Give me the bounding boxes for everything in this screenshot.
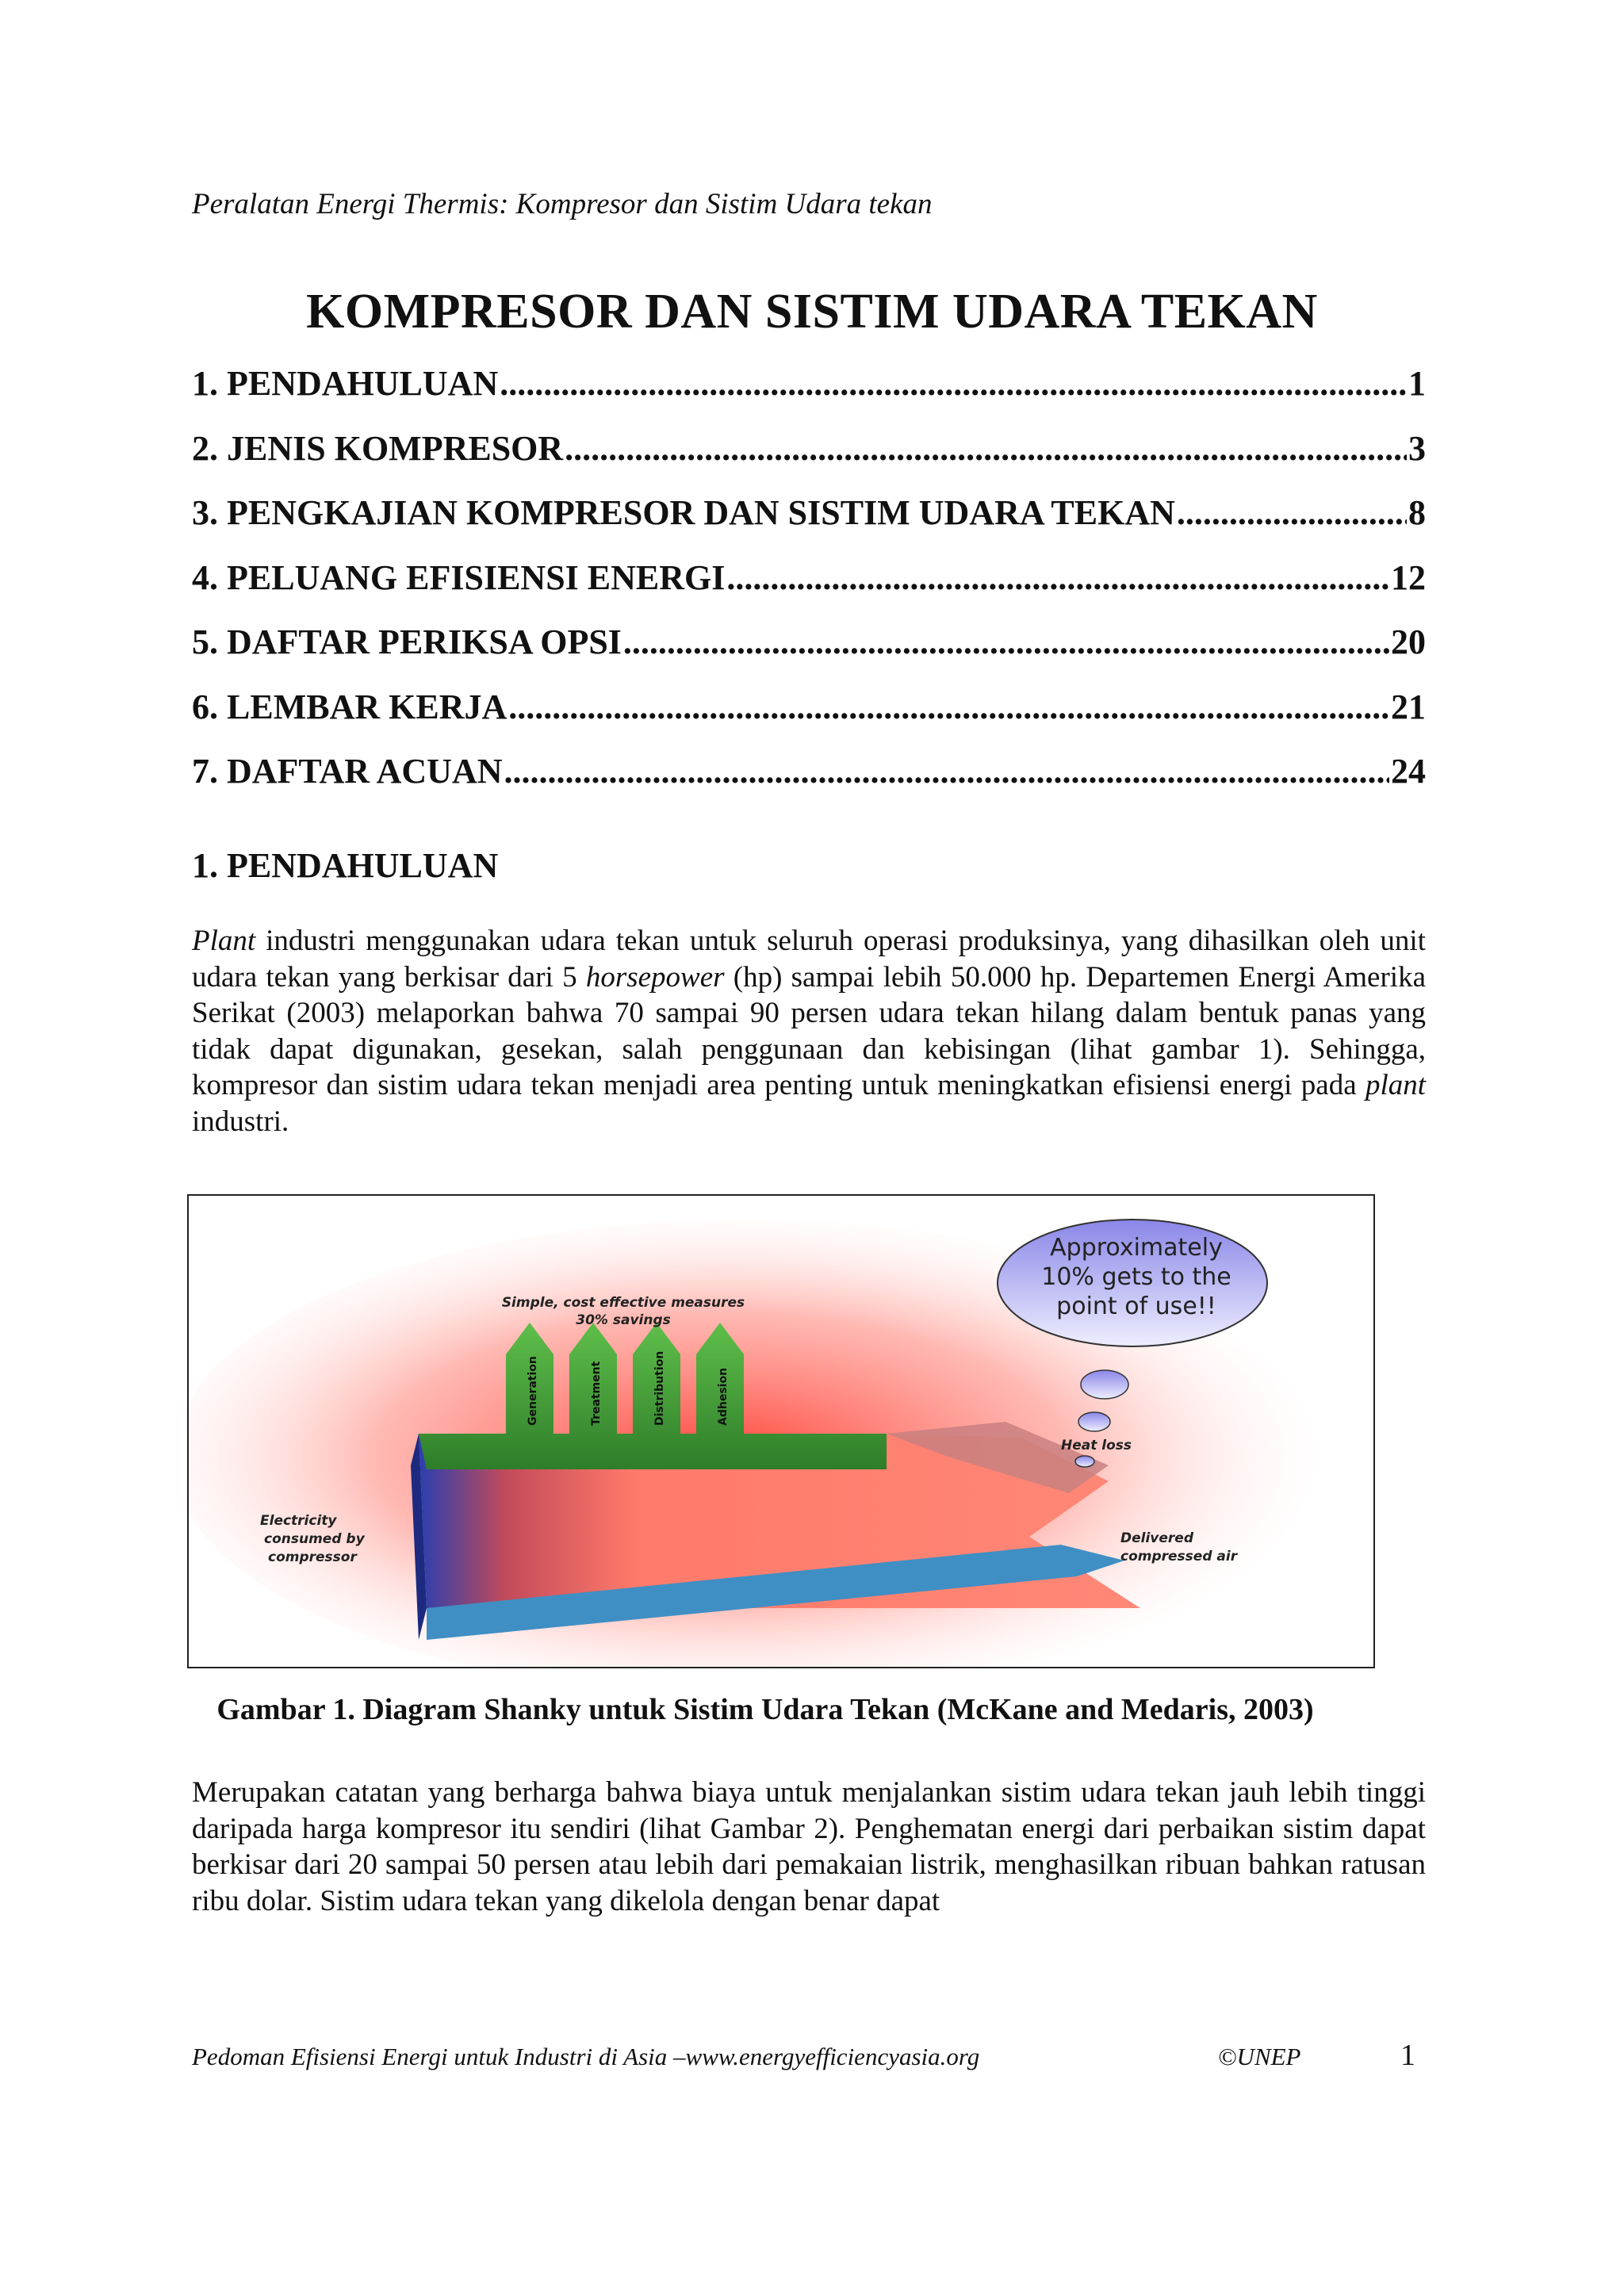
heat-loss-label: Heat loss: [1061, 1438, 1132, 1453]
paragraph-text: (hp) sampai lebih 50.000 hp. Departemen Energi Amerika Serikat (2003) melaporkan bahwa 70 sampai 90 persen udara tekan hilang dalam bentuk panas yang tidak dapat digunakan, gesekan, salah penggunaan dan kebisingan (lihat gambar 1). Sehingga, kompresor dan sistim udara tekan menjadi area penting untuk meningkatkan efisiensi energi pada: [192, 960, 1426, 1102]
running-header: Peralatan Energi Thermis: Kompresor dan Sistim Udara tekan: [192, 188, 933, 220]
sankey-figure: [187, 1194, 1375, 1668]
figure-label: compressor: [268, 1549, 357, 1565]
figure-label: consumed by: [264, 1531, 365, 1547]
paragraph-text: industri menggunakan udara tekan untuk seluruh operasi produksinya, yang dihasilkan oleh unit udara tekan yang berkisar dari 5: [192, 925, 1426, 994]
paragraph-text: industri.: [192, 1105, 289, 1138]
toc-entry[interactable]: [192, 363, 1426, 428]
toc-entry-label: 4. PELUANG EFISIENSI ENERGI: [192, 557, 726, 597]
figure-label: 30% savings: [576, 1312, 671, 1328]
figure-label: Electricity: [260, 1513, 337, 1529]
toc-entry-label: 3. PENGKAJIAN KOMPRESOR DAN SISTIM UDARA TEKAN: [192, 493, 1175, 532]
figure-label: compressed air: [1120, 1549, 1238, 1564]
intro-paragraph: [192, 923, 1426, 1140]
italic-term: horsepower: [585, 960, 725, 994]
body-paragraph: Merupakan catatan yang berharga bahwa biaya untuk menjalankan sistim udara tekan jauh lebih tinggi daripada harga kompresor itu sendiri (lihat Gambar 2). Penghematan energi dari perbaikan sistim dapat berkisar dari 20 sampai 50 persen atau lebih dari pemakaian listrik, menghasilkan ribuan bahkan ratusan ribu dolar. Sistim udara tekan yang dikelola dengan benar dapat: [192, 1776, 1426, 1917]
toc-entry-label: 2. JENIS KOMPRESOR: [192, 428, 564, 468]
toc-leader-dots: [726, 557, 1389, 598]
arrow-label: Generation: [527, 1356, 539, 1426]
toc-leader-dots: [504, 751, 1389, 791]
thought-bubble-dot: [1075, 1456, 1094, 1467]
toc-entry[interactable]: [192, 687, 1426, 752]
toc-leader-dots: [565, 428, 1407, 469]
figure-label: Delivered: [1120, 1530, 1193, 1546]
footer-copyright: ©UNEP: [1218, 2043, 1301, 2070]
toc-leader-dots: [500, 363, 1407, 404]
toc-entry-page: 1: [1408, 364, 1426, 403]
toc-entry[interactable]: [192, 751, 1426, 816]
toc-entry[interactable]: [192, 557, 1426, 622]
toc-entry[interactable]: [192, 492, 1426, 557]
arrow-label: Distribution: [653, 1350, 666, 1426]
toc-entry-page: 12: [1391, 557, 1426, 597]
toc-leader-dots: [623, 622, 1389, 662]
bubble-text: Approximately: [1050, 1234, 1223, 1262]
toc-entry-page: 20: [1391, 622, 1426, 661]
italic-term: Plant: [192, 925, 256, 957]
figure-label: Simple, cost effective measures: [501, 1295, 745, 1311]
bubble-text: 10% gets to the: [1041, 1263, 1231, 1291]
toc-entry-label: 7. DAFTAR ACUAN: [192, 752, 503, 791]
arrow-label: Adhesion: [717, 1367, 730, 1426]
toc-entry-page: 8: [1408, 493, 1426, 532]
figure-caption: Gambar 1. Diagram Shanky untuk Sistim Udara Tekan (McKane and Medaris, 2003): [216, 1693, 1314, 1726]
bubble-text: point of use!!: [1056, 1293, 1216, 1320]
toc-entry-page: 21: [1391, 687, 1426, 726]
toc-entry-label: 5. DAFTAR PERIKSA OPSI: [192, 622, 622, 661]
toc-entry-label: 6. LEMBAR KERJA: [192, 687, 508, 726]
document-title: KOMPRESOR DAN SISTIM UDARA TEKAN: [306, 285, 1318, 339]
italic-term: plant: [1365, 1069, 1426, 1102]
arrow-label: Treatment: [590, 1361, 603, 1426]
footer-text: Pedoman Efisiensi Energi untuk Industri di Asia –www.energyefficiencyasia.org: [192, 2043, 980, 2070]
sankey-diagram-illustration: [189, 1196, 1373, 1667]
toc-entry-label: 1. PENDAHULUAN: [192, 364, 499, 403]
toc-leader-dots: [508, 687, 1389, 727]
toc-entry[interactable]: [192, 622, 1426, 687]
toc-entry-page: 24: [1391, 752, 1426, 791]
page-number: 1: [1400, 2039, 1415, 2072]
section-heading: 1. PENDAHULUAN: [192, 846, 499, 885]
toc-entry-page: 3: [1408, 428, 1426, 468]
table-of-contents: [192, 363, 1426, 816]
thought-bubble-dot: [1078, 1412, 1110, 1431]
thought-bubble-dot: [1081, 1370, 1128, 1399]
toc-entry[interactable]: [192, 428, 1426, 493]
toc-leader-dots: [1177, 492, 1407, 533]
